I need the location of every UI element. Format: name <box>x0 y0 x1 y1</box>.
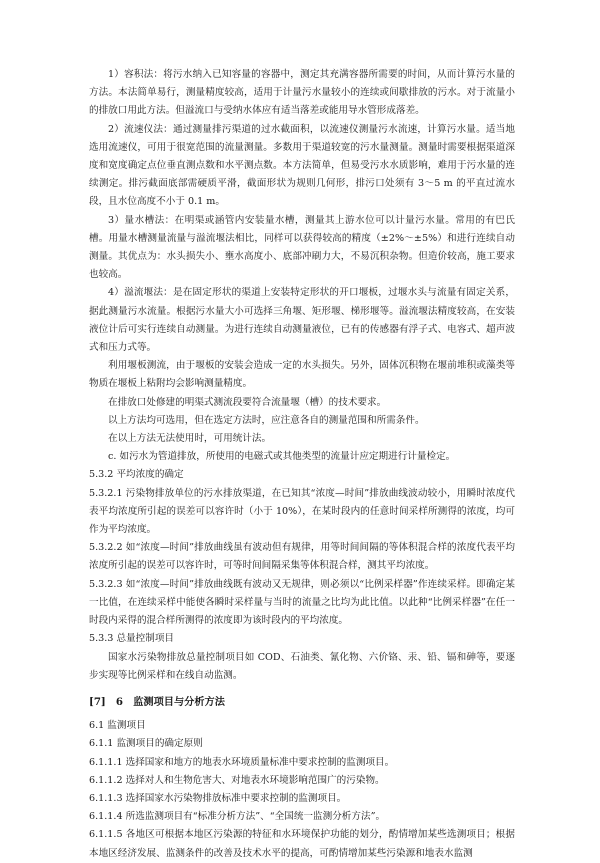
paragraph-weir-method: 4）溢流堰法：是在固定形状的渠道上安装特定形状的开口堰板，过堰水头与流量有固定关系，据此测量污水流量。根据污水量大小可选择三角堰、矩形堰、梯形堰等。溢流堰法精度较高，在安装液位计后可实行连续自动测量。为进行连续自动测量液位，已有的传感器有浮子式、电容式、超声波式和压力式等。 <box>89 287 515 354</box>
paragraph-6-1-1-1: 6.1.1.1 选择国家和地方的地表水环境质量标准中要求控制的监测项目。 <box>89 756 395 768</box>
paragraph-total-control-items: 国家水污染物排放总量控制项目如 COD、石油类、氰化物、六价铬、汞、铅、镉和砷等，要逐步实现等比例采样和在线自动监测。 <box>89 651 515 681</box>
paragraph-6-1-1-5: 6.1.1.5 各地区可根据本地区污染源的特征和水环境保护功能的划分，酌情增加某些选测项目；根据本地区经济发展、监测条件的改善及技术水平的提高，可酌情增加某些污染源和地表水监测 <box>89 829 515 859</box>
paragraph-5-3-2-3: 5.3.2.3 如“浓度—时间”排放曲线既有波动又无规律，则必须以“比例采样器”作连续采样。即确定某一比值，在连续采样中能使各瞬时采样量与当时的流量之比均为此比值。以此种“比例采样器”在任一时段内采得的混合样所测得的浓度即为该时段内的平均浓度。 <box>89 578 515 627</box>
heading-6-1: 6.1 监测项目 <box>89 720 146 732</box>
paragraph-channel-requirement: 在排放口处修建的明渠式测流段要符合流量堰（槽）的技术要求。 <box>108 396 387 408</box>
paragraph-5-3-2-1: 5.3.2.1 污染物排放单位的污水排放渠道，在已知其“浓度—时间”排放曲线波动较小，用瞬时浓度代表平均浓度所引起的误差可以容许时（小于 10%），在某时段内的任意时间采样所测得的浓度，均可作为平均浓度。 <box>89 487 515 536</box>
paragraph-pipe-discharge: c. 如污水为管道排放，所使用的电磁式或其他类型的流量计应定期进行计量检定。 <box>108 451 456 463</box>
heading-5-3-3: 5.3.3 总量控制项目 <box>89 633 175 645</box>
paragraph-volumetric-method: 1）容积法：将污水纳入已知容量的容器中，测定其充满容器所需要的时间，从而计算污水量的方法。本法简单易行，测量精度较高，适用于计量污水量较小的连续或间歇排放的污水。对于流量小的排放口用此方法。但溢流口与受纳水体应有适当落差或能用导水管形成落差。 <box>89 69 515 117</box>
paragraph-5-3-2-2: 5.3.2.2 如“浓度—时间”排放曲线虽有波动但有规律，用等时间间隔的等体积混合样的浓度代表平均浓度所引起的误差可以容许时，可等时间间隔采集等体积混合样，测其平均浓度。 <box>89 542 515 572</box>
paragraph-weir-loss: 利用堰板测流，由于堰板的安装会造成一定的水头损失。另外，固体沉积物在堰前堆积或藻类等物质在堰板上粘附均会影响测量精度。 <box>89 360 515 390</box>
paragraph-statistical-method: 在以上方法无法使用时，可用统计法。 <box>108 433 272 445</box>
heading-6-1-1: 6.1.1 监测项目的确定原则 <box>89 738 203 750</box>
heading-5-3-2: 5.3.2 平均浓度的确定 <box>89 469 184 481</box>
paragraph-method-choice: 以上方法均可选用，但在选定方法时，应注意各自的测量范围和所需条件。 <box>108 414 425 426</box>
document-body <box>89 66 515 863</box>
paragraph-6-1-1-4: 6.1.1.4 所选监测项目有“标准分析方法”、“全国统一监测分析方法”。 <box>89 811 386 823</box>
paragraph-velocity-meter-method: 2）流速仪法：通过测量排污渠道的过水截面积，以流速仪测量污水流速，计算污水量。适当地选用流速仪，可用于很宽范围的流量测量。多数用于渠道较宽的污水量测量。测量时需要根据渠道深度和宽度确定点位垂直测点数和水平测点数。本方法简单，但易受污水水质影响，难用于污水量的连续测定。排污截面底部需硬质平滑，截面形状为规则几何形，排污口处须有 3～5 m 的平直过流水段，且水位高度不小于 0.1 m。 <box>89 123 515 208</box>
section-heading-6: [7] 6 监测项目与分析方法 <box>89 695 225 708</box>
paragraph-6-1-1-3: 6.1.1.3 选择国家水污染物排放标准中要求控制的监测项目。 <box>89 792 347 804</box>
paragraph-6-1-1-2: 6.1.1.2 选择对人和生物危害大、对地表水环境影响范围广的污染物。 <box>89 774 385 786</box>
paragraph-flume-method: 3）量水槽法：在明渠或涵管内安装量水槽，测量其上游水位可以计量污水量。常用的有巴氏槽。用量水槽测量流量与溢流堰法相比，同样可以获得较高的精度（±2%～±5%）和进行连续自动测量。其优点为：水头损失小、壅水高度小、底部冲刷力大，不易沉积杂物。但造价较高，施工要求也较高。 <box>89 214 515 281</box>
